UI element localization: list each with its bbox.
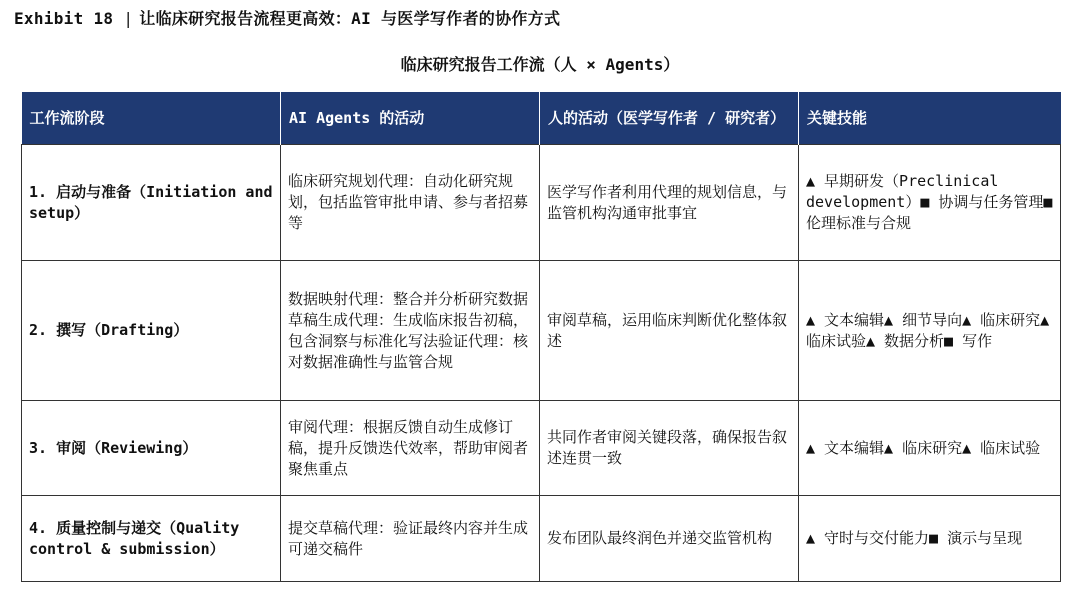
exhibit-title: 让临床研究报告流程更高效：AI 与医学写作者的协作方式 (139, 9, 561, 28)
workflow-table (21, 92, 1061, 582)
key-skills-cell: ▲ 守时与交付能力■ 演示与呈现 (799, 496, 1061, 582)
stage-cell: 2. 撰写（Drafting） (22, 261, 281, 401)
stage-cell: 4. 质量控制与递交（Quality control & submission） (22, 496, 281, 582)
key-skills-cell: ▲ 文本编辑▲ 临床研究▲ 临床试验 (799, 401, 1061, 496)
table-row (22, 261, 1061, 401)
table-row (22, 145, 1061, 261)
exhibit-label: Exhibit 18 (14, 9, 114, 28)
header-stage: 工作流阶段 (22, 92, 281, 145)
table-row (22, 496, 1061, 582)
exhibit-separator: | (123, 9, 134, 28)
header-key-skills: 关键技能 (799, 92, 1061, 145)
stage-cell: 3. 审阅（Reviewing） (22, 401, 281, 496)
key-skills-cell: ▲ 早期研发（Preclinical development）■ 协调与任务管理■ 伦理标准与合规 (799, 145, 1061, 261)
agent-activity-cell: 审阅代理：根据反馈自动生成修订稿，提升反馈迭代效率，帮助审阅者聚焦重点 (281, 401, 540, 496)
header-human-activity: 人的活动（医学写作者 / 研究者） (540, 92, 799, 145)
exhibit-heading (14, 6, 560, 29)
key-skills-cell: ▲ 文本编辑▲ 细节导向▲ 临床研究▲ 临床试验▲ 数据分析■ 写作 (799, 261, 1061, 401)
table-row (22, 401, 1061, 496)
human-activity-cell: 审阅草稿，运用临床判断优化整体叙述 (540, 261, 799, 401)
agent-activity-cell: 提交草稿代理：验证最终内容并生成可递交稿件 (281, 496, 540, 582)
human-activity-cell: 共同作者审阅关键段落，确保报告叙述连贯一致 (540, 401, 799, 496)
human-activity-cell: 医学写作者利用代理的规划信息，与监管机构沟通审批事宜 (540, 145, 799, 261)
human-activity-cell: 发布团队最终润色并递交监管机构 (540, 496, 799, 582)
agent-activity-cell: 临床研究规划代理：自动化研究规划，包括监管审批申请、参与者招募等 (281, 145, 540, 261)
agent-activity-cell: 数据映射代理：整合并分析研究数据草稿生成代理：生成临床报告初稿，包含洞察与标准化写法验证代理：核对数据准确性与监管合规 (281, 261, 540, 401)
table-header-row (22, 92, 1061, 145)
stage-cell: 1. 启动与准备（Initiation and setup） (22, 145, 281, 261)
header-agent-activity: AI Agents 的活动 (281, 92, 540, 145)
table-subtitle: 临床研究报告工作流（人 × Agents） (400, 55, 680, 74)
